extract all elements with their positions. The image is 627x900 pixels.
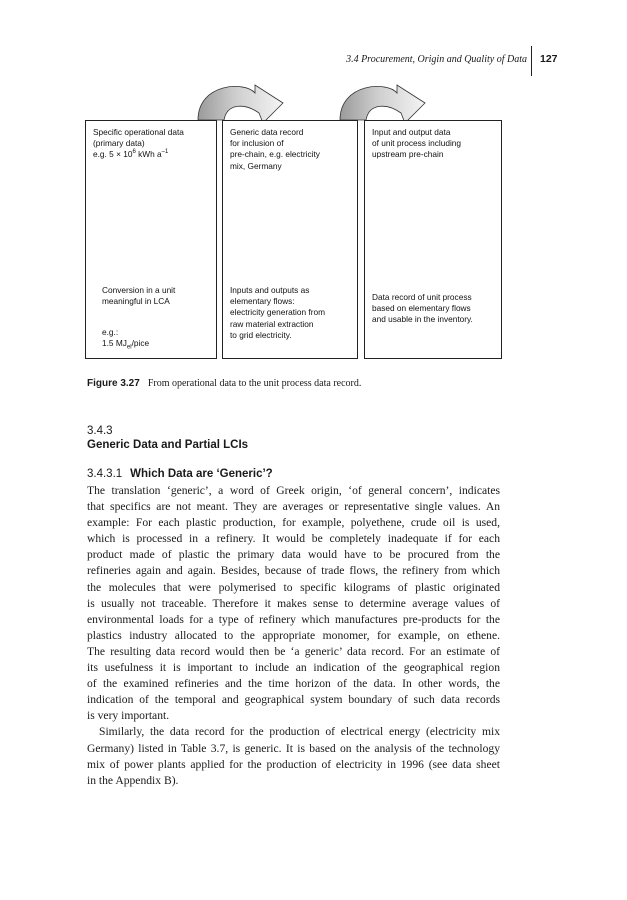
para1-line: the molecules that were polymerised to specific kilograms of plastic originated: [87, 580, 500, 594]
para1-line: indication of the temporal and geographical system boundary of such data records: [87, 693, 500, 707]
box3-line-3: upstream pre-chain: [372, 149, 444, 160]
box2-bottom-2: elementary flows:: [230, 296, 295, 307]
box1-line-1: Specific operational data: [93, 127, 184, 137]
para2-line: mix of power plants applied for the production of electricity in 1996 (see data sheet: [87, 757, 500, 771]
process-box-unit-process: [364, 120, 502, 359]
box1-formula: e.g. 5 × 10: [93, 149, 133, 160]
subsection-title: Which Data are ‘Generic’?: [130, 468, 273, 480]
box1-exp: 6: [132, 149, 136, 156]
para1-line: is usually not traceable. Therefore it makes sense to determine average values of: [87, 596, 500, 610]
box1-energy-sub: el: [126, 344, 132, 351]
section-number: 3.4.3: [87, 425, 113, 437]
subsection-number: 3.4.3.1: [87, 468, 123, 480]
caption-label: Figure 3.27: [87, 378, 140, 389]
box3-bottom-3: and usable in the inventory.: [372, 314, 473, 325]
box1-bottom-2: meaningful in LCA: [102, 296, 170, 307]
box3-line-2: of unit process including: [372, 138, 462, 149]
header-rule: [531, 46, 532, 76]
box3-line-1: Input and output data: [372, 127, 451, 137]
box2-bottom-1: Inputs and outputs as: [230, 285, 310, 295]
para1-line: its usefulness it is important to include an indication of the geographical region: [87, 661, 500, 675]
para1-line: is very important.: [87, 709, 170, 723]
para2-line: Germany) listed in Table 3.7, is generic. It is based on the analysis of the technology: [87, 741, 500, 755]
para1-line: example: For each plastic production, for example, polyethene, crude oil is used,: [87, 516, 500, 530]
figure-3-27: [85, 75, 505, 375]
box2-line-3: pre-chain, e.g. electricity: [230, 149, 320, 160]
box3-bottom-2: based on elementary flows: [372, 303, 471, 314]
box1-energy-unit: /pice: [131, 338, 150, 349]
box2-bottom-5: to grid electricity.: [230, 329, 292, 340]
box1-line-2: (primary data): [93, 138, 145, 149]
subsection-heading: [87, 468, 273, 480]
para1-line: plastics industry allocated to the appropriate monomer, for example, on ethene.: [87, 628, 500, 642]
para1-line: product made of plastic the primary data would have to be procured from the: [87, 548, 500, 562]
box2-bottom-4: raw material extraction: [230, 318, 314, 329]
process-box-generic-data: [222, 120, 358, 359]
para1-line: The resulting data record would then be ‘a generic’ data record. For an estimate of: [87, 644, 500, 658]
page-number: 127: [540, 53, 558, 65]
curved-arrow-2: [340, 85, 425, 123]
box2-line-4: mix, Germany: [230, 160, 282, 171]
box1-unit: kWh a: [135, 149, 162, 160]
figure-caption: [87, 378, 361, 389]
box1-bottom-1: Conversion in a unit: [102, 285, 176, 295]
para2-line: Similarly, the data record for the production of electrical energy (electricity mix: [99, 725, 500, 739]
para2-line: in the Appendix B).: [87, 773, 179, 787]
running-head: 3.4 Procurement, Origin and Quality of Data: [346, 54, 527, 65]
caption-text: From operational data to the unit process data record.: [147, 378, 362, 389]
process-box-primary-data: [85, 120, 217, 359]
box1-unit-exp: –1: [161, 149, 169, 156]
para1-line: The translation ‘generic’, a word of Greek origin, ‘of general concern’, indicates: [87, 484, 500, 497]
para1-line: that specifics are not meant. They are averages or representative single values. An: [87, 500, 500, 514]
box2-bottom-3: electricity generation from: [230, 307, 325, 318]
box2-line-1: Generic data record: [230, 127, 304, 137]
body-text: [87, 483, 500, 789]
box2-line-2: for inclusion of: [230, 138, 284, 149]
para1-line: of the examined refineries and the time horizon of the data. In other words, the: [87, 677, 500, 691]
para1-line: which is processed in a refinery. It would be completely inadequate if for each: [87, 532, 500, 546]
box3-bottom-1: Data record of unit process: [372, 292, 472, 302]
box1-bottom-3: e.g.:: [102, 327, 119, 337]
curved-arrow-1: [198, 85, 283, 123]
section-title: Generic Data and Partial LCIs: [87, 439, 249, 451]
box1-energy: 1.5 MJ: [102, 338, 127, 349]
para1-line: environmental loads for a type of refinery which manufactures pre-products for the: [87, 612, 500, 626]
para1-line: refineries again and again. Besides, because of trade flows, the refinery from which: [87, 564, 500, 578]
